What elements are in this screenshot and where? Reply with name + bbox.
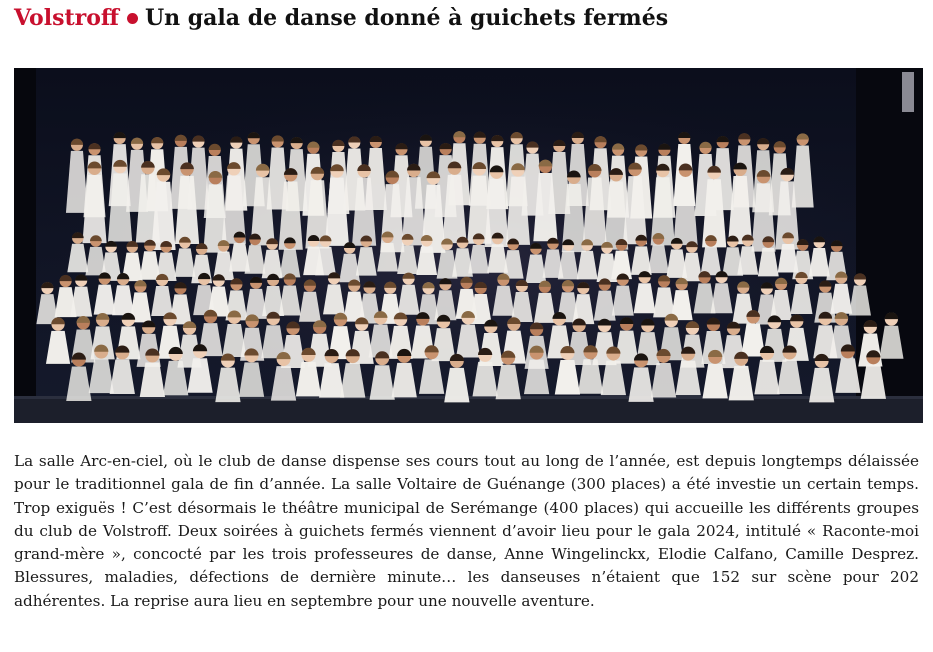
article-body: La salle Arc-en-ciel, où le club de danse dispense ses cours tout au long de l’année, est depuis longtemps délaissée pour le traditionnel gala de fin d’année. La salle Voltaire de Guénange (300 places) a été investie un certain temps. Trop exiguës ! C’est désormais le théâtre municipal de Serémange (400 places) qui accueille les différents groupes du club de Volstroff. Deux soirées à guichets fermés viennent d’avoir lieu pour le gala 2024, intitulé « Raconte-moi grand-mère », concocté par les trois professeures de danse, Anne Wingelinckx, Elodie Calfano, Camille Desprez. Blessures, maladies, défections de dernière minute… les danseuses n’étaient que 152 sur scène pour 202 adhérentes. La reprise aura lieu en septembre pour une nouvelle aventure.	[14, 452, 919, 610]
stage-photo-illustration	[14, 68, 923, 423]
dance-group-photo	[14, 68, 923, 423]
article-headline: Un gala de danse donné à guichets fermés	[144, 5, 669, 31]
left-curtain	[14, 68, 36, 423]
bullet-dot-icon	[127, 13, 138, 24]
exit-sign	[902, 72, 914, 112]
article-headline-row	[14, 4, 919, 32]
article-kicker: Volstroff	[14, 5, 119, 31]
